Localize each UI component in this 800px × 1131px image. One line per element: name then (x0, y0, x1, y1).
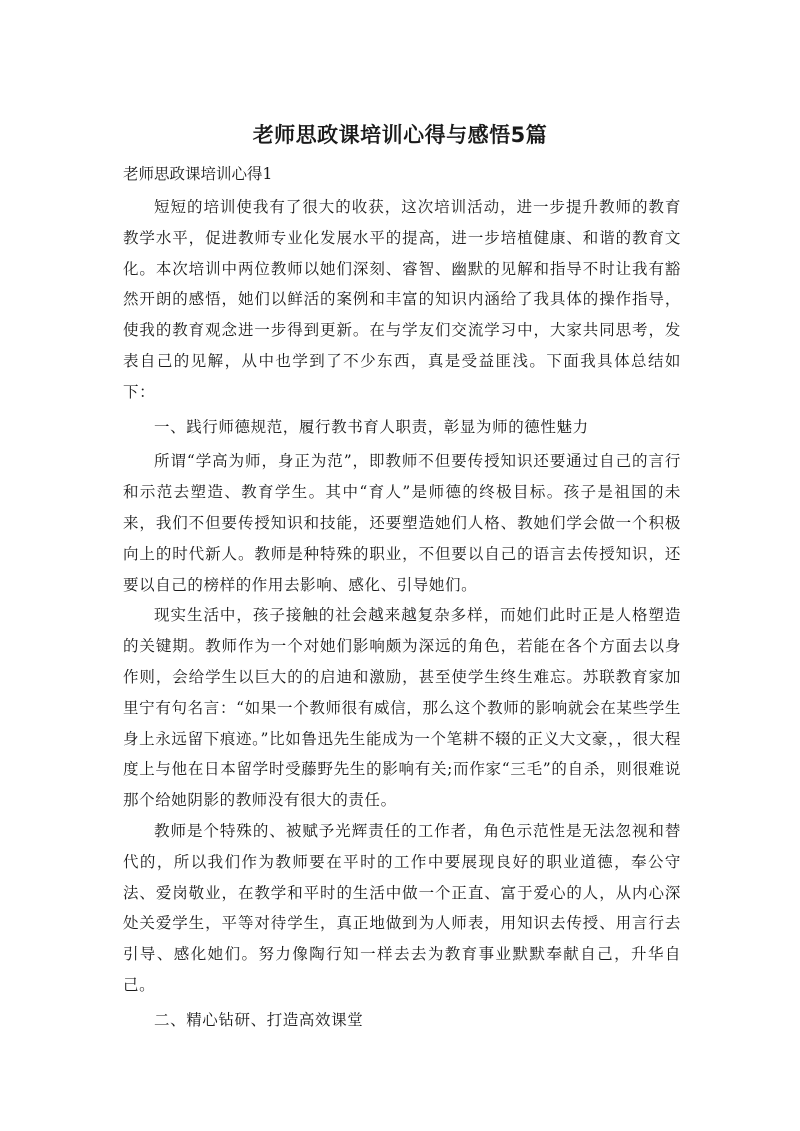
section-heading-1: 一、践行师德规范，履行教书育人职责，彰显为师的德性魅力 (154, 417, 589, 436)
paragraph-teacher-role: 所谓“学高为师，身正为范”，即教师不但要传授知识还要通过自己的言行和示范去塑造、教育学生。其中“育人”是师德的终极目标。孩子是祖国的未来，我们不但要传授知识和技能，还要塑造她们人格、教她们学会做一个积极向上的时代新人。教师是种特殊的职业，不但要以自己的语言去传授知识，还要以自己的榜样的作用去影响、感化、引导她们。 (123, 452, 681, 594)
paragraph-role-model: 教师是个特殊的、被赋予光辉责任的工作者，角色示范性是无法忽视和替代的，所以我们作为教师要在平时的工作中要展现良好的职业道德，奉公守法、爱岗敬业，在教学和平时的生活中做一个正直、富于爱心的人，从内心深处关爱学生，平等对待学生，真正地做到为人师表，用知识去传授、用言行去引导、感化她们。努力像陶行知一样去去为教育事业默默奉献自己，升华自己。 (123, 821, 681, 994)
document-body (123, 192, 681, 1040)
section-subtitle: 老师思政课培训心得1 (123, 165, 273, 183)
paragraph-real-life: 现实生活中，孩子接触的社会越来越复杂多样，而她们此时正是人格塑造的关键期。教师作为一个对她们影响颇为深远的角色，若能在各个方面去以身作则，会给学生以巨大的的启迪和激励，甚至使学生终生难忘。苏联教育家加里宁有句名言：“如果一个教师很有威信，那么这个教师的影响就会在某些学生身上永远留下痕迹。”比如鲁迅先生能成为一个笔耕不辍的正义大文豪，，很大程度上与他在日本留学时受藤野先生的影响有关;而作家“三毛”的自杀，则很难说那个给她阴影的教师没有很大的责任。 (123, 606, 681, 810)
document-title: 老师思政课培训心得与感悟5篇 (252, 123, 548, 147)
paragraph-intro: 短短的培训使我有了很大的收获，这次培训活动，进一步提升教师的教育教学水平，促进教师专业化发展水平的提高，进一步培植健康、和谐的教育文化。本次培训中两位教师以她们深刻、睿智、幽默的见解和指导不时让我有豁然开朗的感悟，她们以鲜活的案例和丰富的知识内涵给了我具体的操作指导，使我的教育观念进一步得到更新。在与学友们交流学习中，大家共同思考，发表自己的见解，从中也学到了不少东西，真是受益匪浅。下面我具体总结如下： (123, 198, 681, 401)
section-heading-2: 二、精心钻研、打造高效课堂 (154, 1010, 364, 1029)
